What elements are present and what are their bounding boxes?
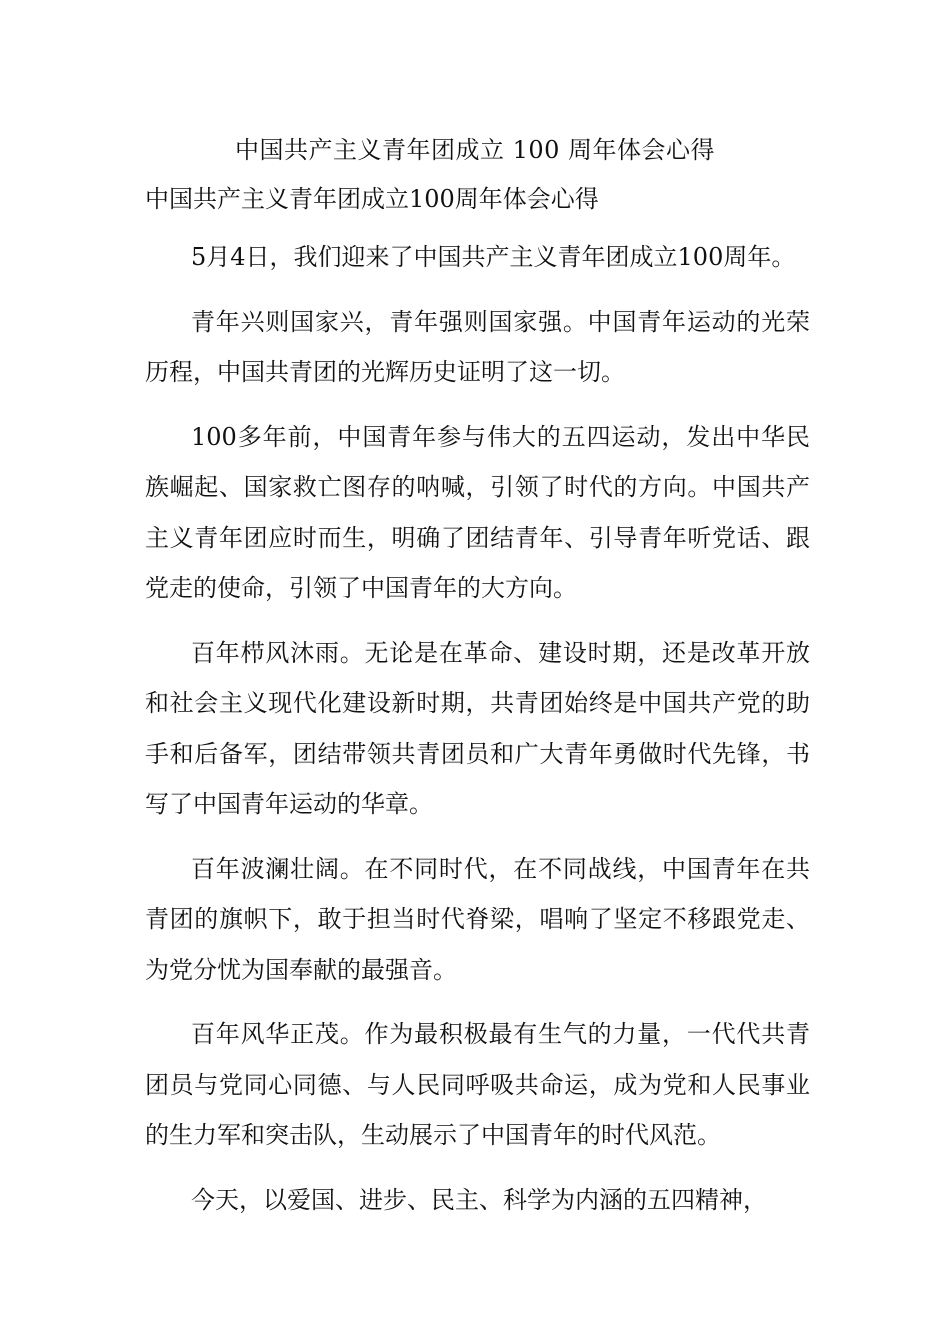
document-body [145,180,810,1225]
paragraph: 100多年前，中国青年参与伟大的五四运动，发出中华民族崛起、国家救亡图存的呐喊，引领了时代的方向。中国共产主义青年团应时而生，明确了团结青年、引导青年听党话、跟党走的使命，引领了中国青年的大方向。 [145,422,810,602]
paragraph: 青年兴则国家兴，青年强则国家强。中国青年运动的光荣历程，中国共青团的光辉历史证明了这一切。 [145,307,810,386]
paragraph: 百年风华正茂。作为最积极最有生气的力量，一代代共青团员与党同心同德、与人民同呼吸共命运，成为党和人民事业的生力军和突击队，生动展示了中国青年的时代风范。 [145,1020,810,1149]
document-title: 中国共产主义青年团成立 100 周年体会心得 [234,136,716,164]
document-subtitle: 中国共产主义青年团成立100周年体会心得 [145,185,599,213]
paragraph: 今天，以爱国、进步、民主、科学为内涵的五四精神， [191,1185,767,1214]
paragraph: 百年波澜壮阔。在不同时代，在不同战线，中国青年在共青团的旗帜下，敢于担当时代脊梁，唱响了坚定不移跟党走、为党分忧为国奉献的最强音。 [145,854,810,984]
paragraph: 百年栉风沐雨。无论是在革命、建设时期，还是改革开放和社会主义现代化建设新时期，共青团始终是中国共产党的助手和后备军，团结带领共青团员和广大青年勇做时代先锋，书写了中国青年运动的华章。 [145,638,810,818]
paragraph: 5月4日，我们迎来了中国共产主义青年团成立100周年。 [191,243,796,271]
